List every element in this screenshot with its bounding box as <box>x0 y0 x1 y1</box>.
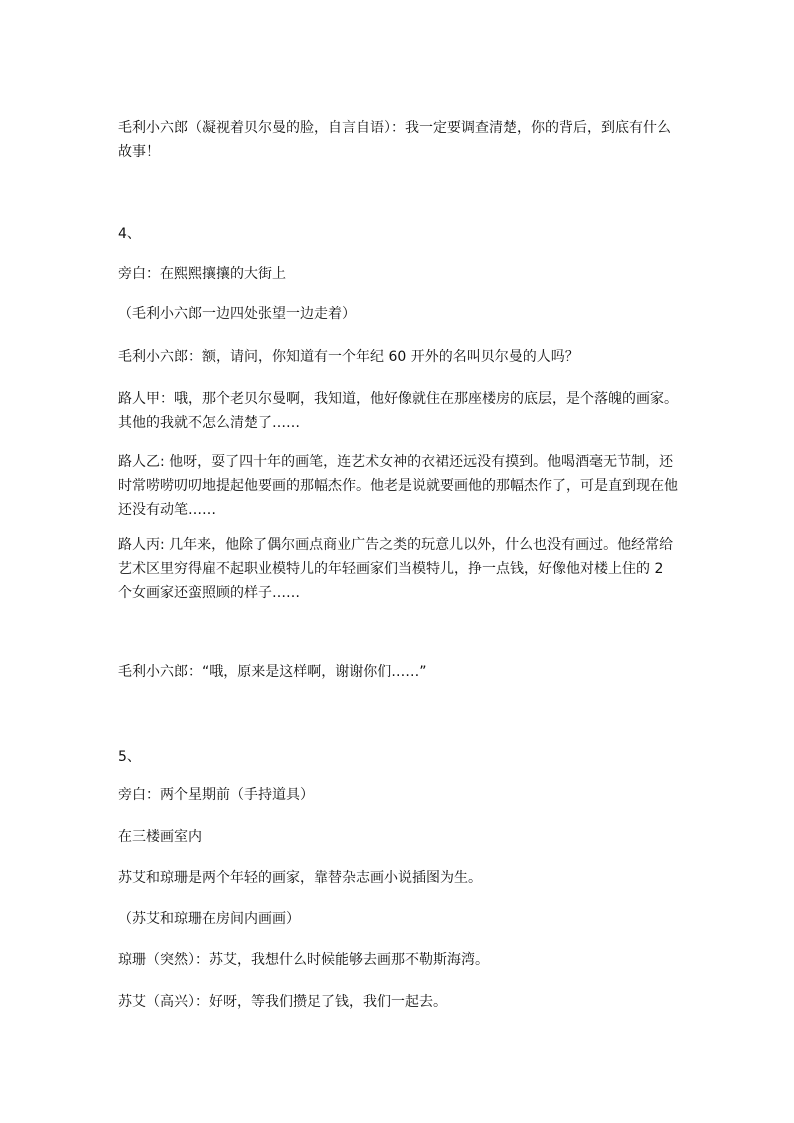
dialogue-passerby-a: 路人甲：哦，那个老贝尔曼啊，我知道，他好像就住在那座楼房的底层，是个落魄的画家。其他的我就不怎么清楚了…… <box>118 391 678 431</box>
narration-painters: 苏艾和琼珊是两个年轻的画家，靠替杂志画小说插图为生。 <box>118 870 482 886</box>
scene-number-4: 4、 <box>118 226 141 242</box>
scene-number-5: 5、 <box>118 749 141 765</box>
dialogue-mouri-thanks: 毛利小六郎：“哦，原来是这样啊，谢谢你们……” <box>118 664 427 680</box>
stage-direction-painting: （苏艾和琼珊在房间内画画） <box>118 911 300 927</box>
dialogue-passerby-b: 路人乙: 他呀，耍了四十年的画笔，连艺术女神的衣裙还远没有摸到。他喝酒毫无节制，还时常唠唠叨叨地提起他要画的那幅杰作。他老是说就要画他的那幅杰作了，可是直到现在他还没有动笔…… <box>118 454 678 518</box>
dialogue-mouri-gaze: 毛利小六郎（凝视着贝尔曼的脸，自言自语）：我一定要调查清楚，你的背后，到底有什么故事！ <box>118 120 671 160</box>
dialogue-suai: 苏艾（高兴）：好呀，等我们攒足了钱，我们一起去。 <box>118 994 447 1010</box>
narration-street: 旁白：在熙熙攘攘的大街上 <box>118 266 286 282</box>
scene-location: 在三楼画室内 <box>118 829 202 845</box>
narration-two-weeks: 旁白：两个星期前（手持道具） <box>118 787 314 803</box>
stage-direction-looking: （毛利小六郎一边四处张望一边走着） <box>118 306 356 322</box>
dialogue-passerby-c: 路人丙: 几年来，他除了偶尔画点商业广告之类的玩意儿以外，什么也没有画过。他经常给艺术区里穷得雇不起职业模特儿的年轻画家们当模特儿，挣一点钱，好像他对楼上住的 2 个女画家还蛮照顾的样子…… <box>118 537 674 601</box>
dialogue-qiongshan: 琼珊（突然）：苏艾，我想什么时候能够去画那不勒斯海湾。 <box>118 952 489 968</box>
dialogue-mouri-question: 毛利小六郎：额，请问，你知道有一个年纪 60 开外的名叫贝尔曼的人吗？ <box>118 349 579 365</box>
